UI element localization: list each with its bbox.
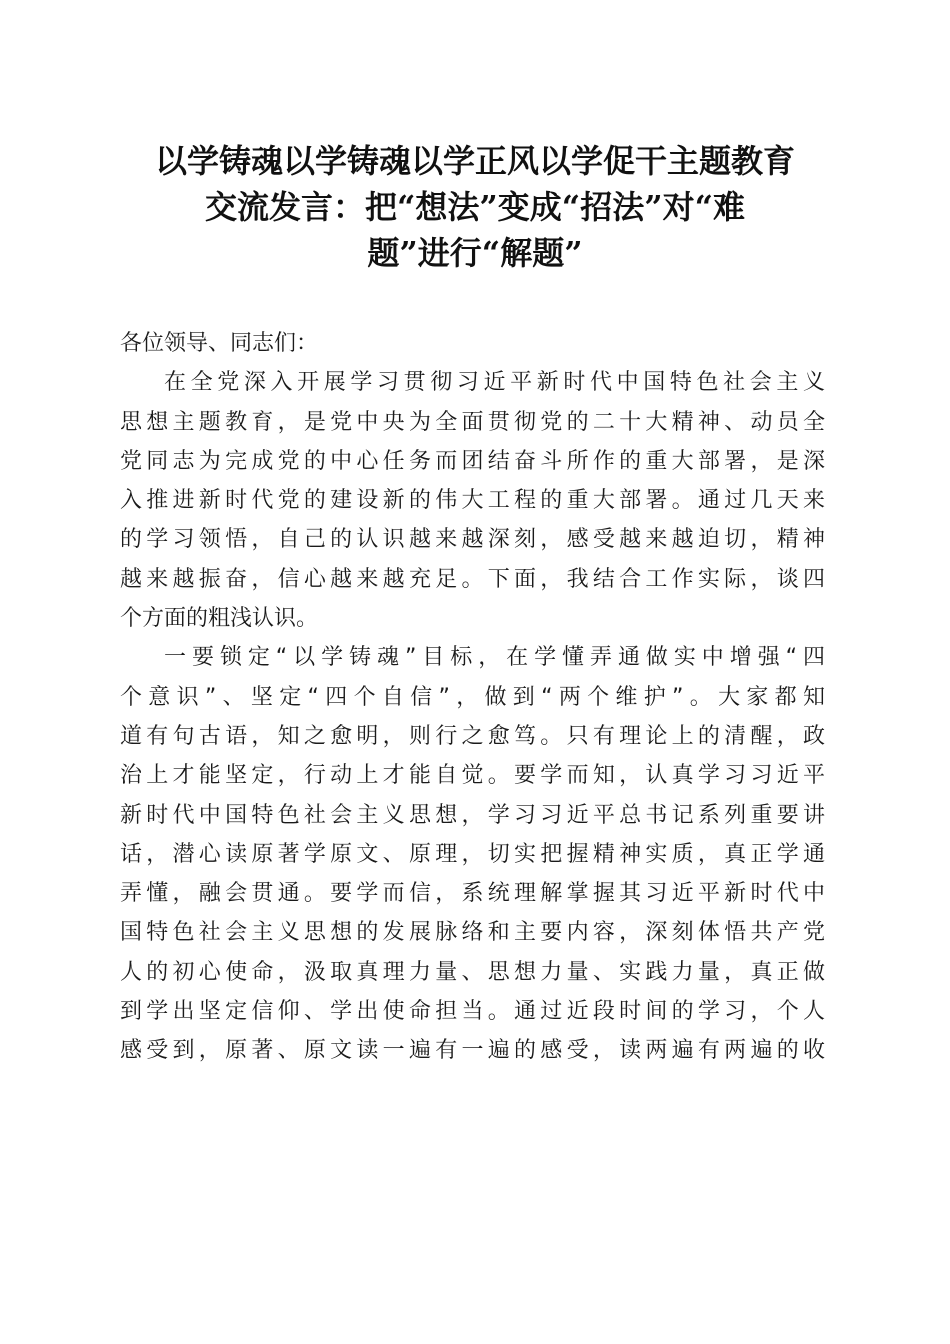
paragraph-line: 越来越振奋，信心越来越充足。下面，我结合工作实际，谈四 [120,566,825,592]
paragraph-line: 弄懂，融会贯通。要学而信，系统理解掌握其习近平新时代中 [120,881,825,907]
title-line-3: 题”进行“解题” [367,234,583,272]
paragraph-line: 感受到，原著、原文读一遍有一遍的感受，读两遍有两遍的收 [120,1038,825,1064]
paragraph-1 [120,363,825,638]
paragraph-2 [120,638,825,1070]
paragraph-line: 新时代中国特色社会主义思想，学习习近平总书记系列重要讲 [120,802,825,828]
paragraph-line: 思想主题教育，是党中央为全面贯彻党的二十大精神、动员全 [120,409,825,435]
paragraph-line: 话，潜心读原著学原文、原理，切实把握精神实质，真正学通 [120,841,825,867]
salutation-line: 各位领导、同志们： [120,331,319,356]
paragraph-line: 党同志为完成党的中心任务而团结奋斗所作的重大部署，是深 [120,448,825,474]
paragraph-line: 的学习领悟，自己的认识越来越深刻，感受越来越迫切，精神 [120,527,825,553]
paragraph-line: 个方面的粗浅认识。 [120,606,319,632]
document-body [120,324,825,1071]
paragraph-line: 一要锁定“以学铸魂”目标，在学懂弄通做实中增强“四 [164,645,825,671]
salutation [120,324,825,363]
paragraph-line: 道有句古语，知之愈明，则行之愈笃。只有理论上的清醒，政 [120,723,825,749]
paragraph-line: 在全党深入开展学习贯彻习近平新时代中国特色社会主义 [164,370,825,396]
paragraph-line: 到学出坚定信仰、学出使命担当。通过近段时间的学习，个人 [120,999,825,1025]
paragraph-line: 国特色社会主义思想的发展脉络和主要内容，深刻体悟共产党 [120,920,825,946]
paragraph-line: 个意识”、坚定“四个自信”，做到“两个维护”。大家都知 [120,684,825,710]
paragraph-line: 人的初心使命，汲取真理力量、思想力量、实践力量，真正做 [120,959,825,985]
title-line-2: 交流发言：把“想法”变成“招法”对“难 [204,188,746,226]
document-title [110,138,840,276]
title-line-1: 以学铸魂以学铸魂以学正风以学促干主题教育 [154,142,795,180]
paragraph-line: 治上才能坚定，行动上才能自觉。要学而知，认真学习习近平 [120,763,825,789]
paragraph-line: 入推进新时代党的建设新的伟大工程的重大部署。通过几天来 [120,488,825,514]
